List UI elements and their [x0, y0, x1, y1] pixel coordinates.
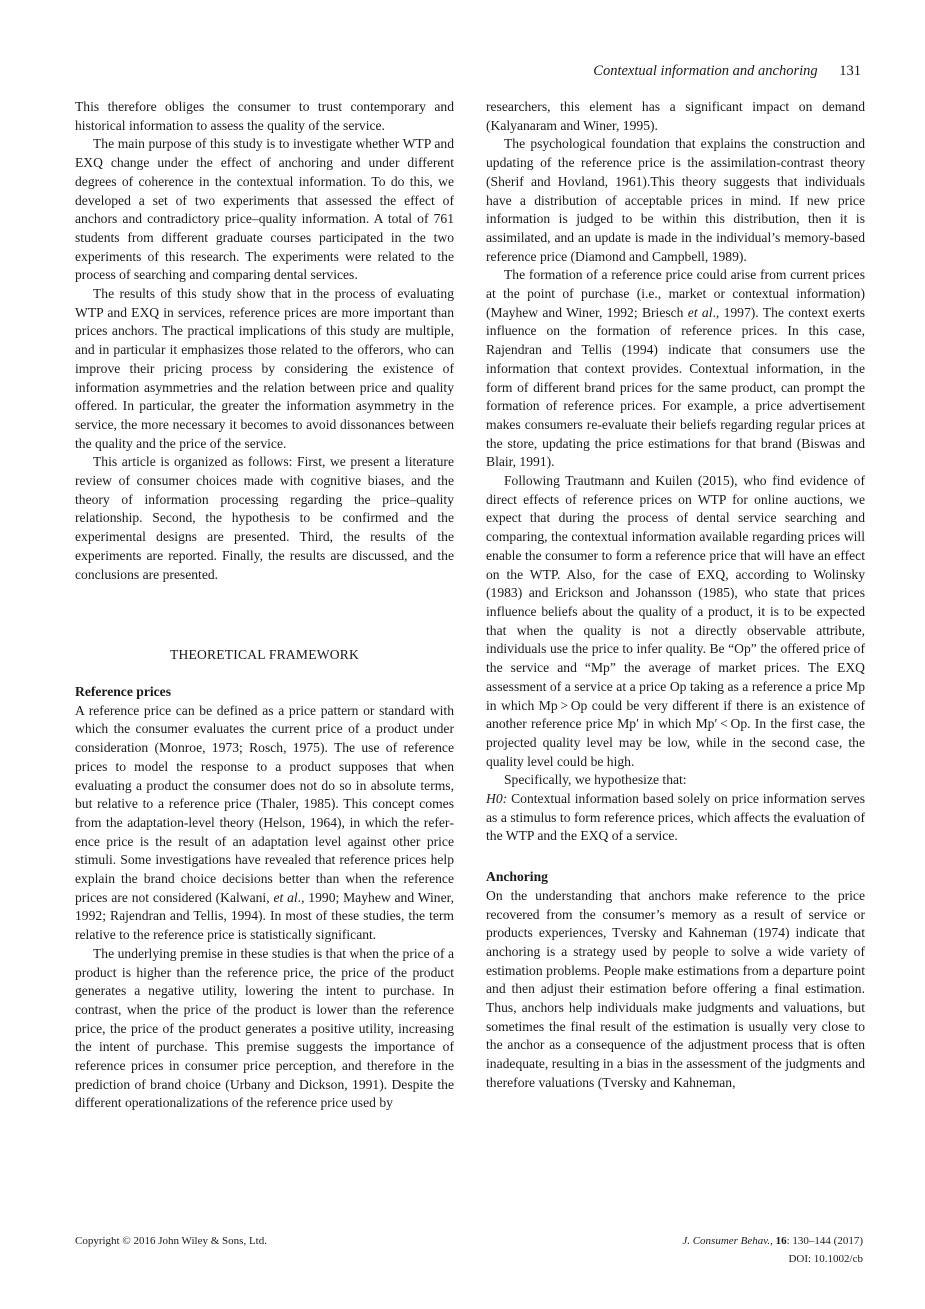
running-head-title: Contextual information and anchoring: [593, 63, 818, 79]
text-run: A reference price can be defined as a price pattern or standard with which the consumer evaluates the current price of a product under consideration (Monroe, 1973; Rosch, 1975). The use of reference prices to model the response to a product supposes that when evaluating a product the consumer does not do so in absolute terms, but relative to a reference price (Thaler, 1985). This concept comes from the adaptation-level theory (Helson, 1964), in which the reference price is the result of an adaptation level against other price stimuli. Some investigations have revealed that reference prices help explain the brand choice decisions better than when the reference prices are not considered (Kalwani,: [75, 702, 454, 905]
doi: DOI: 10.1002/cb: [788, 1253, 863, 1265]
text-run: The formation of a reference price could arise from current prices at the point of purchase (i.e., market or contextual information) (Mayhew and Winer, 1992; Briesch: [486, 267, 865, 320]
right-column: [486, 98, 865, 1093]
paragraph: On the understanding that anchors make reference to the price recovered from the consumer’s memory as a result of service or products experiences, Tversky and Kahneman (1974) indicate that anchoring is a strategy used by people to solve a wide variety of estimation problems. People make estimations from a departure point and then adjust their estimation before offering a final estimation. Thus, anchors help individuals make judgments and valuations, but sometimes the final result of the estimation is usually very close to the anchor as a consequence of the adjustment process that is often inadequate, resulting in a bias in the assessment of the judgments and therefore valuations (Tversky and Kahneman,: [486, 887, 865, 1090]
text-run: ., 1997). The context exerts influence on the formation of reference prices. In this case, Rajendran and Tellis (1994) indicate that consumers use the information that context provides. Contextual information, in the form of different brand prices for the same product, can prompt the formation of reference prices. For example, a price advertisement makes consumers re-evaluate their beliefs regarding regular prices at the store, updating the price estimations for that brand (Biswas and Blair, 1991).: [486, 304, 865, 470]
paragraph: This article is organized as follows: First, we present a literature review of consumer choices made with cognitive biases, and the theory of information processing regarding the price–quality relationship. Second, the hypothesis to be confirmed and the experimental designs are presented. Third, the results of the experiments are reported. Finally, the results are discussed, and the conclusions are presented.: [75, 454, 454, 582]
separator: ,: [770, 1235, 776, 1247]
paragraph: The results of this study show that in the process of evaluating WTP and EXQ in services, reference prices are more important than prices anchors. The practical implications of this study are multiple, and in particular it emphasizes those related to the offerors, who can improve their pricing process by considering the existence of information asymmetries and the relation between price and quality offered. In particular, the greater the information asymmetry in the service, the more necessary it becomes to avoid dissonances between the quality and the price of the service.: [75, 286, 454, 451]
spacer: [486, 846, 865, 868]
paragraph: Specifically, we hypothesize that:: [504, 772, 687, 788]
et-al: et al: [687, 304, 713, 320]
paragraph: [75, 702, 454, 945]
citation: [682, 1232, 863, 1268]
text-run: ., 1990; Mayhew and Winer, 1992; Rajendran and Tellis, 1994). In most of these studies, the term relative to the reference price is statistically significant.: [75, 889, 454, 943]
paragraph: [486, 266, 865, 472]
paragraph: Following Trautmann and Kuilen (2015), who find evidence of direct effects of reference prices on WTP for online auctions, we expect that during the process of dental service searching and comparing, the contextual information available regarding prices will enable the consumer to form a reference price that will have an effect on the WTP. Also, for the case of EXQ, according to Wolinsky (1983) and Erickson and Johansson (1985), who state that prices influence beliefs about the quality of a product, it is to be expected that when the quality is not a directly observable attribute, individuals use the price to infer quality. Be “Op” the offered price of the service and “Mp” the average of market prices. The EXQ assessment of a service at a price Op taking as a reference a price Mp in which Mp > Op could be very different if there is an existence of another reference price Mp′ in which Mp′ < Op. In the first case, the projected quality level may be low, while in the second case, the quality level could be high.: [486, 473, 865, 769]
section-title: THEORETICAL FRAMEWORK: [169, 647, 360, 663]
journal-name: J. Consumer Behav.: [682, 1235, 771, 1247]
journal-citation: [682, 1232, 863, 1250]
copyright: Copyright © 2016 John Wiley & Sons, Ltd.: [75, 1235, 267, 1247]
paragraph: This therefore obliges the consumer to trust contemporary and historical information to assess the quality of the service.: [75, 99, 454, 133]
subsection-heading: Anchoring: [486, 869, 548, 885]
hypothesis-label: H0:: [486, 791, 508, 807]
running-head: [593, 62, 861, 80]
pages: : 130–144 (2017): [786, 1235, 863, 1247]
et-al: et al: [273, 889, 298, 905]
paragraph: researchers, this element has a significant impact on demand (Kalyanaram and Winer, 1995).: [486, 99, 865, 133]
paragraph: The psychological foundation that explains the construction and updating of the reference price is the assimilation-contrast theory (Sherif and Hovland, 1961).This theory suggests that individuals have a distribution of acceptable prices in mind. If new price information is judged to be within this distribution, then it is assimilated, and an update is made in the individual’s memory-based reference price (Diamond and Campbell, 1989).: [486, 136, 865, 264]
page-number: 131: [839, 63, 861, 79]
hypothesis: [486, 790, 865, 846]
volume: 16: [775, 1235, 787, 1247]
subsection-heading: Reference prices: [75, 683, 171, 699]
hypothesis-text: Contextual information based solely on price information serves as a stimulus to form reference prices, which affects the evaluation of the WTP and the EXQ of a service.: [486, 791, 865, 844]
paragraph: The main purpose of this study is to investigate whether WTP and EXQ change under the effect of anchoring and under different degrees of coherence in the contextual information. To do this, we developed a set of two experiments that assessed the effect of anchors and contradictory price–quality information. A total of 761 students from different graduate courses participated in the two experiments of this research. The experiments were related to the process of searching and comparing dental services.: [75, 136, 454, 283]
paragraph: The underlying premise in these studies is that when the price of a product is higher than the reference price, the price of the product generates a negative utility, lowering the intent to purchase. In contrast, when the price of the product is lower than the reference price, the price of the product generates a positive utility, increasing the intent of purchase. This premise suggests the importance of reference prices in consumer price perception, and therefore in the prediction of brand choice (Urbany and Dickson, 1991). Despite the different operationalizations of the reference price used by: [75, 945, 454, 1111]
left-column: [75, 98, 454, 1113]
